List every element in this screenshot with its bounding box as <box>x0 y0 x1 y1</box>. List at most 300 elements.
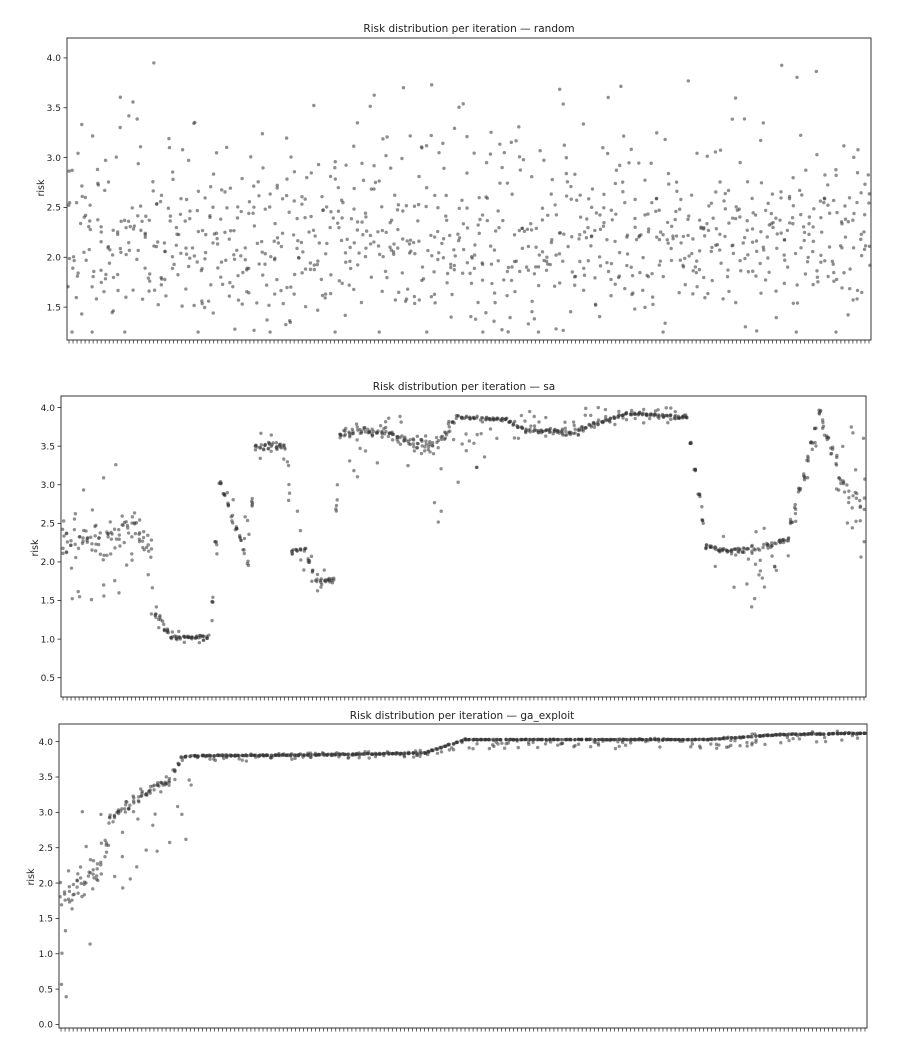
data-point <box>70 907 73 910</box>
data-point <box>285 754 288 757</box>
data-point <box>347 753 350 756</box>
data-point <box>673 738 676 741</box>
data-point <box>385 135 388 138</box>
data-point <box>698 493 701 496</box>
data-point <box>791 216 794 219</box>
data-point <box>381 752 384 755</box>
data-point <box>442 167 445 170</box>
data-point <box>379 424 382 427</box>
data-point <box>759 559 762 562</box>
data-point <box>666 421 669 424</box>
data-point <box>173 778 176 781</box>
data-point <box>282 443 285 446</box>
data-point <box>544 434 547 437</box>
data-point <box>831 260 834 263</box>
data-point <box>116 289 119 292</box>
data-point <box>388 221 391 224</box>
data-point <box>203 306 206 309</box>
data-point <box>799 134 802 137</box>
data-point <box>343 429 346 432</box>
data-point <box>530 228 533 231</box>
y-tick-label: 2.5 <box>38 843 53 854</box>
data-point <box>562 102 565 105</box>
data-point <box>816 276 819 279</box>
data-point <box>324 292 327 295</box>
data-point <box>67 869 70 872</box>
data-point <box>700 518 703 521</box>
data-point <box>559 738 562 741</box>
data-point <box>658 263 661 266</box>
data-point <box>164 294 167 297</box>
data-point <box>721 297 724 300</box>
data-point <box>742 241 745 244</box>
data-point <box>381 137 384 140</box>
data-point <box>387 417 390 420</box>
data-point <box>714 150 717 153</box>
data-point <box>750 605 753 608</box>
data-point <box>357 251 360 254</box>
data-point <box>65 995 68 998</box>
data-point <box>310 171 313 174</box>
data-point <box>750 552 753 555</box>
data-point <box>313 263 316 266</box>
data-point <box>495 417 498 420</box>
data-point <box>665 406 668 409</box>
data-point <box>426 249 429 252</box>
data-point <box>544 738 547 741</box>
data-point <box>546 214 549 217</box>
data-point <box>391 438 394 441</box>
data-point <box>424 439 427 442</box>
data-point <box>589 745 592 748</box>
data-point <box>235 527 238 530</box>
data-point <box>89 858 92 861</box>
data-point <box>360 162 363 165</box>
data-point <box>176 805 179 808</box>
data-point <box>515 738 518 741</box>
data-point <box>103 855 106 858</box>
data-point <box>822 733 825 736</box>
data-point <box>641 256 644 259</box>
data-point <box>273 222 276 225</box>
data-point <box>179 252 182 255</box>
data-point <box>702 227 705 230</box>
data-point <box>184 754 187 757</box>
data-point <box>448 425 451 428</box>
data-point <box>617 410 620 413</box>
data-point <box>868 192 871 195</box>
data-point <box>731 243 734 246</box>
data-point <box>645 274 648 277</box>
data-point <box>127 114 130 117</box>
data-point <box>211 241 214 244</box>
data-point <box>661 738 664 741</box>
data-point <box>124 226 127 229</box>
data-point <box>424 434 427 437</box>
data-point <box>529 424 532 427</box>
data-point <box>104 273 107 276</box>
chart-title: Risk distribution per iteration — ga_exploit <box>349 710 575 722</box>
y-axis <box>47 54 67 313</box>
data-point <box>119 251 122 254</box>
data-point <box>323 568 326 571</box>
data-point <box>506 330 509 333</box>
data-point <box>513 436 516 439</box>
data-point <box>698 218 701 221</box>
data-point <box>525 265 528 268</box>
data-point <box>360 301 363 304</box>
data-point <box>452 248 455 251</box>
data-point <box>263 263 266 266</box>
data-point <box>412 755 415 758</box>
data-point <box>739 269 742 272</box>
data-point <box>458 207 461 210</box>
data-point <box>82 251 85 254</box>
data-point <box>786 265 789 268</box>
data-point <box>535 429 538 432</box>
data-point <box>132 227 135 230</box>
data-point <box>476 301 479 304</box>
data-point <box>102 476 105 479</box>
data-point <box>797 487 800 490</box>
data-point <box>751 241 754 244</box>
data-point <box>72 893 75 896</box>
data-point <box>94 549 97 552</box>
data-point <box>120 514 123 517</box>
data-point <box>372 430 375 433</box>
data-point <box>686 234 689 237</box>
data-point <box>633 198 636 201</box>
data-point <box>168 146 171 149</box>
y-tick-label: 3.0 <box>40 480 55 491</box>
data-point <box>378 179 381 182</box>
data-point <box>481 416 484 419</box>
data-point <box>734 301 737 304</box>
data-point <box>449 315 452 318</box>
data-point <box>90 330 93 333</box>
data-point <box>332 576 335 579</box>
data-point <box>621 741 624 744</box>
data-point <box>96 182 99 185</box>
data-point <box>212 172 215 175</box>
data-point <box>72 259 75 262</box>
data-point <box>451 420 454 423</box>
data-point <box>467 746 470 749</box>
data-point <box>452 748 455 751</box>
data-point <box>709 546 712 549</box>
data-point <box>867 201 870 204</box>
data-point <box>544 742 547 745</box>
data-point <box>832 263 835 266</box>
data-point <box>848 287 851 290</box>
data-point <box>677 291 680 294</box>
data-point <box>316 308 319 311</box>
data-point <box>517 437 520 440</box>
data-point <box>625 412 628 415</box>
data-point <box>640 738 643 741</box>
data-point <box>146 534 149 537</box>
data-point <box>99 240 102 243</box>
data-point <box>276 236 279 239</box>
data-point <box>790 521 793 524</box>
data-point <box>593 276 596 279</box>
data-point <box>403 751 406 754</box>
y-tick-label: 1.5 <box>46 303 61 314</box>
data-point <box>187 159 190 162</box>
data-point <box>731 216 734 219</box>
data-point <box>528 410 531 413</box>
data-point <box>713 545 716 548</box>
data-point <box>629 413 632 416</box>
data-point <box>445 219 448 222</box>
data-point <box>584 414 587 417</box>
data-point <box>824 740 827 743</box>
data-point <box>599 264 602 267</box>
data-point <box>860 291 863 294</box>
data-point <box>726 275 729 278</box>
data-point <box>850 425 853 428</box>
data-point <box>430 134 433 137</box>
data-point <box>169 214 172 217</box>
data-point <box>215 552 218 555</box>
data-point <box>176 273 179 276</box>
data-point <box>127 807 130 810</box>
y-tick-label: 2.5 <box>40 519 55 530</box>
data-point <box>787 554 790 557</box>
data-point <box>698 268 701 271</box>
data-point <box>520 425 523 428</box>
data-point <box>441 435 444 438</box>
data-point <box>400 157 403 160</box>
data-point <box>137 162 140 165</box>
data-point <box>378 752 381 755</box>
data-point <box>144 236 147 239</box>
data-point <box>193 254 196 257</box>
data-point <box>608 420 611 423</box>
data-point <box>225 206 228 209</box>
data-point <box>328 226 331 229</box>
data-point <box>635 238 638 241</box>
data-point <box>151 824 154 827</box>
data-point <box>806 476 809 479</box>
data-point <box>81 810 84 813</box>
data-point <box>545 269 548 272</box>
data-point <box>847 731 850 734</box>
y-tick-label: 1.5 <box>38 914 53 925</box>
data-point <box>555 213 558 216</box>
data-point <box>813 427 816 430</box>
data-point <box>333 166 336 169</box>
data-point <box>734 217 737 220</box>
data-point <box>348 246 351 249</box>
data-point <box>396 208 399 211</box>
data-point <box>584 426 587 429</box>
data-point <box>634 417 637 420</box>
data-point <box>568 738 571 741</box>
data-point <box>786 736 789 739</box>
data-point <box>117 591 120 594</box>
data-point <box>107 180 110 183</box>
data-point <box>788 221 791 224</box>
data-point <box>275 441 278 444</box>
data-point <box>746 547 749 550</box>
data-point <box>847 496 850 499</box>
data-point <box>128 804 131 807</box>
data-point <box>705 738 708 741</box>
data-point <box>333 753 336 756</box>
data-point <box>795 76 798 79</box>
data-point <box>362 426 365 429</box>
data-point <box>842 144 845 147</box>
data-point <box>159 200 162 203</box>
data-point <box>408 251 411 254</box>
data-point <box>380 435 383 438</box>
data-point <box>184 287 187 290</box>
data-point <box>436 230 439 233</box>
data-point <box>655 131 658 134</box>
plot-frame <box>67 38 871 340</box>
data-point <box>669 418 672 421</box>
data-point <box>73 517 76 520</box>
data-point <box>755 250 758 253</box>
data-points <box>66 61 871 334</box>
data-point <box>219 275 222 278</box>
data-point <box>770 222 773 225</box>
data-point <box>738 161 741 164</box>
data-point <box>725 746 728 749</box>
data-point <box>682 235 685 238</box>
data-point <box>437 151 440 154</box>
data-point <box>372 164 375 167</box>
data-point <box>81 539 84 542</box>
data-point <box>847 489 850 492</box>
data-point <box>231 521 234 524</box>
data-point <box>779 196 782 199</box>
data-point <box>738 215 741 218</box>
data-point <box>819 199 822 202</box>
data-point <box>633 226 636 229</box>
data-point <box>631 274 634 277</box>
data-point <box>356 220 359 223</box>
data-point <box>171 630 174 633</box>
data-point <box>207 299 210 302</box>
data-point <box>657 209 660 212</box>
data-point <box>819 216 822 219</box>
data-point <box>203 257 206 260</box>
data-point <box>317 163 320 166</box>
data-point <box>91 275 94 278</box>
data-point <box>131 288 134 291</box>
data-point <box>745 582 748 585</box>
data-point <box>418 751 421 754</box>
data-point <box>694 468 697 471</box>
data-point <box>211 600 214 603</box>
data-point <box>453 127 456 130</box>
data-point <box>290 757 293 760</box>
data-point <box>611 218 614 221</box>
data-point <box>201 302 204 305</box>
data-point <box>180 813 183 816</box>
data-point <box>271 441 274 444</box>
data-point <box>323 579 326 582</box>
data-point <box>126 524 129 527</box>
data-point <box>441 142 444 145</box>
data-point <box>155 202 158 205</box>
data-point <box>154 613 157 616</box>
data-point <box>510 141 513 144</box>
data-point <box>602 221 605 224</box>
data-point <box>864 244 867 247</box>
y-tick-label: 1.0 <box>38 949 53 960</box>
data-point <box>481 263 484 266</box>
data-point <box>475 433 478 436</box>
data-point <box>689 441 692 444</box>
data-point <box>339 434 342 437</box>
data-point <box>106 532 109 535</box>
data-point <box>642 421 645 424</box>
data-point <box>212 311 215 314</box>
data-point <box>397 203 400 206</box>
data-point <box>775 569 778 572</box>
data-point <box>364 246 367 249</box>
data-point <box>544 416 547 419</box>
data-point <box>705 222 708 225</box>
data-point <box>641 289 644 292</box>
data-point <box>855 201 858 204</box>
data-point <box>859 519 862 522</box>
data-point <box>593 738 596 741</box>
data-point <box>88 203 91 206</box>
data-point <box>791 176 794 179</box>
data-point <box>432 270 435 273</box>
data-point <box>220 260 223 263</box>
data-point <box>687 738 690 741</box>
data-point <box>264 207 267 210</box>
data-point <box>125 563 128 566</box>
data-point <box>151 586 154 589</box>
data-point <box>304 305 307 308</box>
data-point <box>285 194 288 197</box>
data-point <box>464 432 467 435</box>
data-point <box>242 548 245 551</box>
data-point <box>754 735 757 738</box>
data-point <box>757 573 760 576</box>
data-point <box>526 228 529 231</box>
data-point <box>78 535 81 538</box>
data-point <box>96 867 99 870</box>
data-point <box>609 417 612 420</box>
data-point <box>320 577 323 580</box>
data-point <box>153 783 156 786</box>
y-tick-label: 4.0 <box>46 54 61 65</box>
data-point <box>734 96 737 99</box>
data-point <box>279 289 282 292</box>
data-point <box>100 872 103 875</box>
data-point <box>665 738 668 741</box>
data-point <box>273 292 276 295</box>
data-point <box>710 201 713 204</box>
data-point <box>586 226 589 229</box>
data-point <box>593 229 596 232</box>
data-point <box>674 218 677 221</box>
data-point <box>121 523 124 526</box>
data-point <box>766 235 769 238</box>
data-point <box>392 242 395 245</box>
data-point <box>594 303 597 306</box>
data-point <box>431 441 434 444</box>
data-point <box>779 741 782 744</box>
data-point <box>365 229 368 232</box>
